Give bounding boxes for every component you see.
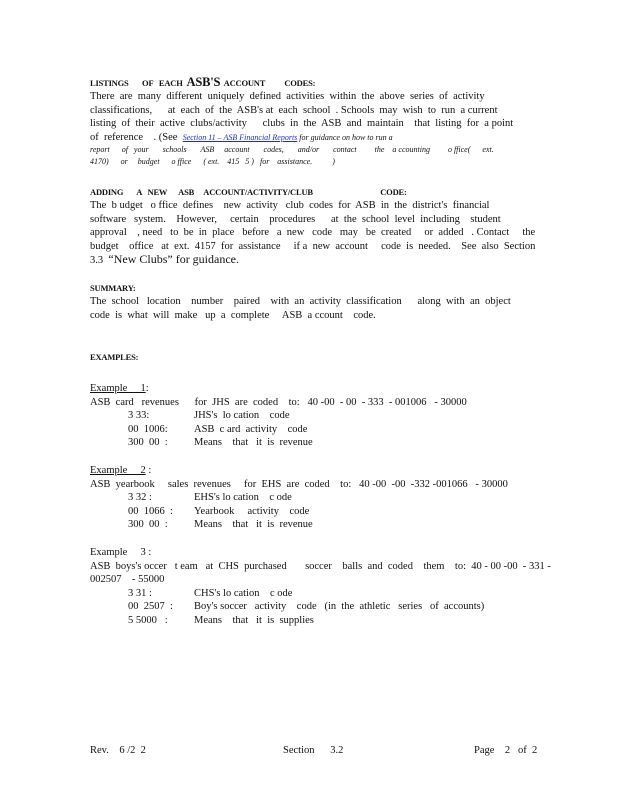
adding-last-line [90,253,560,268]
listings-line: classifications, at each of the ASB's at each school . Schools may wish to run a current [90,104,498,116]
example-code: 3 33: [128,410,150,421]
example-code-desc: Means that it is supplies [194,614,314,626]
example-title-suffix: : [145,383,149,394]
example-code-desc: Means that it is revenue [194,519,313,530]
example-3 [90,546,560,627]
listings-heading [90,76,560,90]
adding-line: approval , need to be in place before a new code may be created or added . Contact the [90,227,536,238]
example-code: 00 1006: [128,423,168,435]
examples-section [90,351,560,364]
example-row [90,614,560,628]
example-code: 00 1066 : [128,505,173,517]
listings-heading-asbs: ASB'S [186,75,221,89]
listings-line: listing of their active clubs/activity clubs in the ASB and maintain that listing for a point [90,118,514,129]
example-row [90,409,560,423]
adding-line: The b udget o ffice defines new activity club codes for ASB in the district's financial [90,200,490,211]
adding-section [90,186,560,268]
example-title [90,546,560,560]
listings-heading-suffix: ACCOUNT CODES: [220,78,316,88]
example-code-desc: JHS's lo cation code [194,410,290,421]
summary-line: code is what will make up a complete ASB a ccount code. [90,309,376,321]
example-code: 00 2507 : [128,601,173,612]
example-title [90,464,560,478]
example-code-desc: Yearbook activity code [194,505,310,517]
example-description: ASB card revenues for JHS are coded to: 40 -00 - 00 - 333 - 001006 - 30000 [90,396,467,408]
footer-section: Section 3.2 [283,745,344,756]
listings-section [90,76,560,168]
example-code-desc: ASB c ard activity code [194,423,308,435]
example-code: 300 00 : [128,519,168,530]
example-description: 002507 - 55000 [90,574,165,585]
example-row [90,587,560,601]
example-code: 3 32 : [128,492,152,503]
example-code-desc: Boy's soccer activity code (in the athletic series of accounts) [194,601,485,612]
listings-heading-prefix: LISTINGS OF EACH [90,78,187,88]
example-code: 300 00 : [128,437,168,448]
example-row [90,423,560,437]
example-title-text: Example 1 [90,383,146,394]
adding-line: software system. However, certain procedures at the school level including student [90,213,501,225]
example-code: 5 5000 : [128,614,168,626]
example-row [90,600,560,614]
section-11-link[interactable]: Section 11 – ASB Financial Reports [182,132,298,142]
example-code: 3 31 : [128,587,152,599]
example-code-desc: Means that it is revenue [194,437,313,448]
adding-line: budget office at ext. 4157 for assistance if a new account code is needed. See also Section [90,240,536,252]
examples-heading: EXAMPLES: [90,352,139,362]
listings-italic-line: 4170) or budget o ffice ( ext. 415 5 ) for assistance. ) [90,157,335,166]
example-2 [90,464,560,532]
new-clubs-reference: “New Clubs” for guidance. [108,252,239,266]
example-title-suffix: : [145,465,152,476]
footer-page-number: Page 2 of 2 [474,745,538,756]
listings-line: There are many different uniquely defined activities within the above series of activity [90,91,485,102]
summary-line: The school location number paired with an activity classification along with an object [90,296,511,307]
example-title [90,382,560,396]
listings-italic-line: report of your schools ASB account codes, and/or contact the a ccounting o ffice( ext. [90,145,494,154]
reference-text-end: for guidance on how to run a [297,132,393,142]
example-title-suffix: : [145,547,152,558]
summary-section [90,282,560,322]
example-row [90,491,560,505]
example-title-text: Example 3 [90,547,146,558]
summary-heading: SUMMARY: [90,283,136,293]
reference-text: of reference . (See [90,131,183,143]
example-row [90,436,560,450]
example-description: ASB boys's occer t eam at CHS purchased soccer balls and coded them to: 40 - 00 -00 - 331 - [90,560,551,572]
example-title-text: Example 2 [90,465,146,476]
adding-last-line-prefix: 3.3 [90,255,109,266]
example-description: ASB yearbook sales revenues for EHS are coded to: 40 -00 -00 -332 -001066 - 30000 [90,478,508,490]
example-code-desc: EHS's lo cation c ode [194,492,292,503]
example-1 [90,382,560,450]
listings-reference-line [90,131,560,145]
example-row [90,518,560,532]
adding-heading: ADDING A NEW ASB ACCOUNT/ACTIVITY/CLUB CODE: [90,187,407,197]
footer-revision: Rev. 6 /2 2 [90,745,146,756]
example-code-desc: CHS's lo cation c ode [194,587,293,599]
example-row [90,505,560,519]
